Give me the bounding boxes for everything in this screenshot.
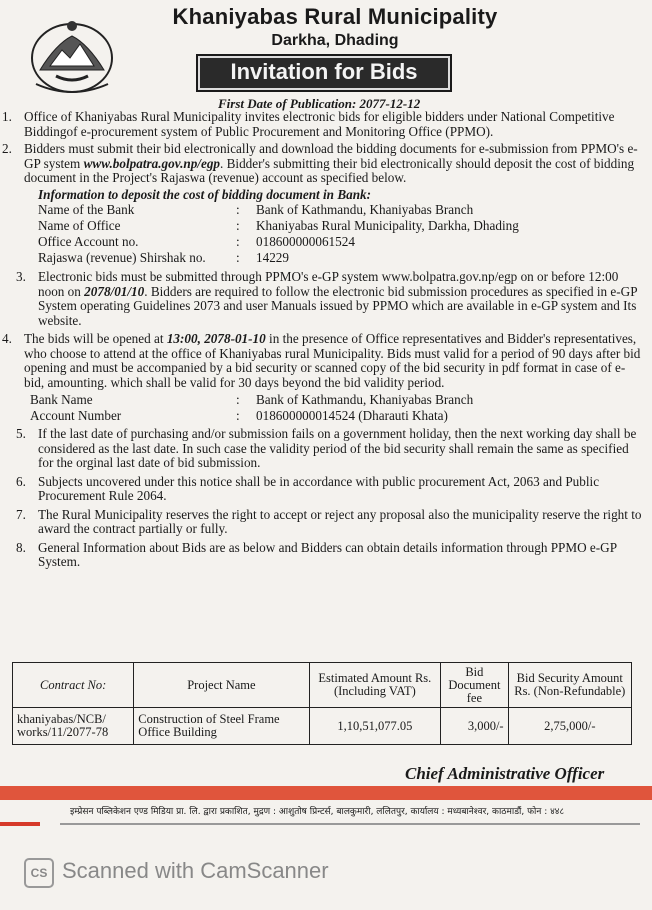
table-cell: 2,75,000/- <box>508 708 631 745</box>
kv-colon: : <box>236 234 240 249</box>
kv-value: 018600000061524 <box>256 234 355 249</box>
clause-2 <box>0 142 642 186</box>
kv-key: Rajaswa (revenue) Shirshak no. <box>38 250 206 265</box>
security-bank-info <box>0 393 652 425</box>
kv-key: Account Number <box>30 408 122 423</box>
table-row <box>13 708 632 745</box>
municipality-location: Darkha, Dhading <box>271 32 399 49</box>
kv-row <box>38 203 652 219</box>
signature: Chief Administrative Officer <box>405 764 605 783</box>
submission-date: 2078/01/10 <box>84 283 145 299</box>
clause-text: The bids will be opened at <box>24 331 167 346</box>
clause-number: 4. <box>2 331 12 346</box>
kv-row <box>38 235 652 251</box>
kv-colon: : <box>236 202 240 217</box>
clause-6 <box>0 475 642 504</box>
kv-value: 018600000014524 (Dharauti Khata) <box>256 408 448 423</box>
clause-number: 1. <box>2 109 12 124</box>
footer-band <box>0 786 652 800</box>
bids-table <box>12 662 632 745</box>
camscanner-watermark <box>24 856 424 890</box>
divider <box>0 822 40 826</box>
clause-text: Bidders must submit their bid electronically and download the bidding documents for e-submission from PPMO's e-GP system <box>24 141 638 171</box>
kv-key: Bank Name <box>30 392 93 407</box>
kv-colon: : <box>236 392 240 407</box>
kv-value: 14229 <box>256 250 289 265</box>
divider <box>60 823 640 825</box>
camscanner-text: Scanned with CamScanner <box>62 858 329 883</box>
kv-row <box>38 251 652 267</box>
clause-number: 5. <box>16 426 26 441</box>
kv-colon: : <box>236 218 240 233</box>
clause-text: Office of Khaniyabas Rural Municipality invites electronic bids for eligible bidders under National Competitive Biddingof e-procurement system of Public Procurement and Monitoring Office (PPMO). <box>24 109 615 139</box>
kv-row <box>30 409 652 425</box>
municipality-name: Khaniyabas Rural Municipality <box>172 4 498 29</box>
clause-1 <box>0 110 642 139</box>
table-cell: 3,000/- <box>441 708 508 745</box>
clause-number: 3. <box>16 269 26 284</box>
clause-text: Electronic bids must be submitted through PPMO's e-GP system www.bolpatra.gov.np/egp on or before 12:00 noon on <box>38 269 619 299</box>
kv-row <box>30 393 652 409</box>
clause-text: If the last date of purchasing and/or submission fails on a government holiday, then the next working day shall be considered as the last date. In such case the validity period of the bid security shall remain the same as specified for the orginal last date of bid submission. <box>38 426 637 470</box>
kv-value: Bank of Kathmandu, Khaniyabas Branch <box>256 202 474 217</box>
table-cell: khaniyabas/NCB/ works/11/2077-78 <box>13 708 134 745</box>
kv-row <box>38 219 652 235</box>
kv-colon: : <box>236 250 240 265</box>
clause-text: Subjects uncovered under this notice shall be in accordance with public procurement Act, 2063 and Public Procurement Rule 2064. <box>38 473 600 503</box>
clause-number: 7. <box>16 506 26 522</box>
publisher-footer: इम्प्रेसन पब्लिकेशन एण्ड मिडिया प्रा. लि. द्वारा प्रकाशित, मुद्रण : आशुतोष प्रिन्टर्स, बालकुमारी, ललितपुर, कार्यालय : मध्यबानेश्वर, काठमाडौं, फोन : ४४८ <box>70 807 565 817</box>
clause-number: 2. <box>2 141 12 156</box>
kv-value: Khaniyabas Rural Municipality, Darkha, Dhading <box>256 218 519 233</box>
clause-number: 8. <box>16 539 26 555</box>
clause-number: 6. <box>16 473 26 489</box>
kv-value: Bank of Kathmandu, Khaniyabas Branch <box>256 392 474 407</box>
table-header: Bid Document fee <box>441 663 508 708</box>
egp-url: www.bolpatra.gov.np/egp <box>83 155 221 171</box>
clause-text: General Information about Bids are as below and Bidders can obtain details information through PPMO e-GP System. <box>38 539 617 569</box>
notice-body <box>0 110 652 570</box>
table-cell: Construction of Steel Frame Office Building <box>134 708 309 745</box>
notice-header <box>0 0 652 112</box>
table-header: Bid Security Amount Rs. (Non-Refundable) <box>508 663 631 708</box>
table-header: Contract No: <box>13 663 134 708</box>
clause-5 <box>0 427 642 471</box>
banner-text: Invitation for Bids <box>230 59 418 84</box>
bank-info-heading: Information to deposit the cost of bidding document in Bank: <box>38 186 372 202</box>
clause-text: The Rural Municipality reserves the right to accept or reject any proposal also the municipality reserve the right to award the contract partially or fully. <box>38 506 642 536</box>
publication-date: First Date of Publication: 2077-12-12 <box>218 96 421 111</box>
kv-key: Name of the Bank <box>38 202 135 217</box>
clause-8 <box>0 541 642 570</box>
bank-info <box>0 188 652 268</box>
table-cell: 1,10,51,077.05 <box>309 708 441 745</box>
kv-key: Office Account no. <box>38 234 139 249</box>
clause-7 <box>0 508 642 537</box>
table-header: Estimated Amount Rs. (Including VAT) <box>309 663 441 708</box>
table-header-row <box>13 663 632 708</box>
invitation-banner <box>196 54 452 92</box>
clause-text: . Bidder's submitting their bid electronically should deposit the cost of bidding document in the Project's Rajaswa (revenue) account as specified below. <box>24 155 635 185</box>
kv-key: Name of Office <box>38 218 121 233</box>
opening-time: 13:00, 2078-01-10 <box>166 331 266 346</box>
table-header: Project Name <box>134 663 309 708</box>
kv-colon: : <box>236 408 240 423</box>
clause-text: . Bidders are required to follow the electronic bid submission procedures as specified in e-GP System operating Guidelines 2073 and user Manuals issued by PPMO which are available in e-GP system and Its website. <box>38 283 638 328</box>
clause-3 <box>0 270 642 328</box>
nepal-emblem-icon <box>26 14 118 96</box>
clause-4 <box>0 332 642 390</box>
clause-text: in the presence of Office representatives and Bidder's representatives, who choose to attend at the office of Khaniyabas rural Municipality. Bids must valid for a period of 90 days after bid opening and must be accompanied by a bid security or scanned copy of the bid security in pdf format in case of e-bid, amounting. which shall be valid for 30 days beyond the bid validity period. <box>24 331 641 390</box>
camscanner-logo-icon: CS <box>24 858 54 888</box>
